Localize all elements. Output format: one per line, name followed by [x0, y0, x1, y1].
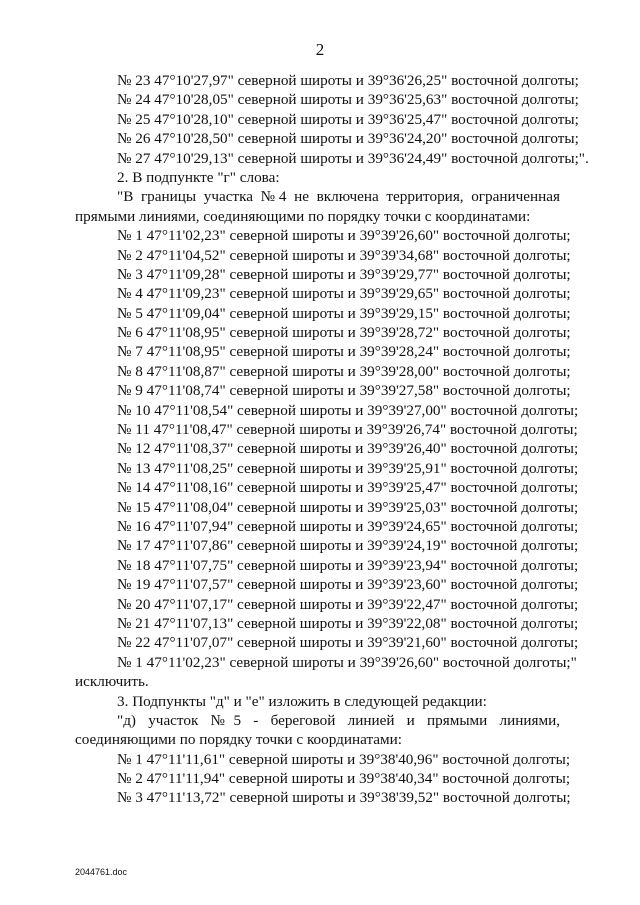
coordinate-line: № 1 47°11'11,61" северной широты и 39°38'40,96" восточной долготы;	[117, 750, 571, 768]
coordinate-line: № 1 47°11'02,23" северной широты и 39°39'26,60" восточной долготы;"	[117, 653, 577, 671]
coordinate-line: № 2 47°11'11,94" северной широты и 39°38'40,34" восточной долготы;	[117, 770, 571, 788]
coordinate-line: № 26 47°10'28,50" северной широты и 39°36'24,20" восточной долготы;	[117, 130, 579, 148]
coordinate-list-section-b	[75, 226, 579, 672]
coordinate-line: № 21 47°11'07,13" северной широты и 39°39'22,08" восточной долготы;	[117, 614, 579, 632]
coordinate-line: № 13 47°11'08,25" северной широты и 39°39'25,91" восточной долготы;	[117, 459, 579, 477]
coordinate-line: № 5 47°11'09,04" северной широты и 39°39'29,15" восточной долготы;	[117, 304, 571, 322]
coordinate-line: № 17 47°11'07,86" северной широты и 39°39'24,19" восточной долготы;	[117, 537, 579, 555]
exclude-text: исключить.	[75, 673, 149, 691]
coordinate-line: № 23 47°10'27,97" северной широты и 39°36'26,25" восточной долготы;	[117, 72, 579, 89]
coordinate-line: № 20 47°11'07,17" северной широты и 39°39'22,47" восточной долготы;	[117, 595, 579, 613]
quote-paragraph-line-2: прямыми линиями, соединяющими по порядку точки с координатами:	[75, 207, 531, 225]
coordinate-line: № 10 47°11'08,54" северной широты и 39°39'27,00" восточной долготы;	[117, 401, 579, 419]
coordinate-list-section-c	[75, 750, 571, 808]
coordinate-line: № 14 47°11'08,16" северной широты и 39°39'25,47" восточной долготы;	[117, 479, 579, 497]
coordinate-line: № 19 47°11'07,57" северной широты и 39°39'23,60" восточной долготы;	[117, 576, 579, 594]
coordinate-line: № 1 47°11'02,23" северной широты и 39°39'26,60" восточной долготы;	[117, 227, 571, 245]
page-number: 2	[315, 40, 325, 59]
coordinate-line: № 3 47°11'13,72" северной широты и 39°38'39,52" восточной долготы;	[117, 789, 571, 807]
item-3-heading: 3. Подпункты "д" и "е" изложить в следующей редакции:	[117, 692, 487, 710]
coordinate-line: № 16 47°11'07,94" северной широты и 39°39'24,65" восточной долготы;	[117, 517, 579, 535]
coordinate-line: № 8 47°11'08,87" северной широты и 39°39'28,00" восточной долготы;	[117, 362, 571, 380]
item-d-line-1: "д) участок №5 - береговой линией и прямыми линиями,	[117, 711, 560, 729]
coordinate-line: № 12 47°11'08,37" северной широты и 39°39'26,40" восточной долготы;	[117, 440, 579, 458]
document-footer-filename: 2044761.doc	[75, 867, 128, 877]
coordinate-line: № 18 47°11'07,75" северной широты и 39°39'23,94" восточной долготы;	[117, 556, 579, 574]
coordinate-line: № 3 47°11'09,28" северной широты и 39°39'29,77" восточной долготы;	[117, 265, 571, 283]
coordinate-line: № 24 47°10'28,05" северной широты и 39°36'25,63" восточной долготы;	[117, 91, 579, 109]
coordinate-line: № 9 47°11'08,74" северной широты и 39°39'27,58" восточной долготы;	[117, 382, 571, 400]
item-2-heading: 2. В подпункте "г" слова:	[117, 168, 280, 186]
coordinate-list-section-a	[75, 71, 589, 168]
coordinate-line: № 15 47°11'08,04" северной широты и 39°39'25,03" восточной долготы;	[117, 498, 579, 516]
coordinate-line: № 4 47°11'09,23" северной широты и 39°39'29,65" восточной долготы;	[117, 285, 571, 303]
coordinate-line: № 2 47°11'04,52" северной широты и 39°39'34,68" восточной долготы;	[117, 246, 571, 264]
coordinate-line: № 7 47°11'08,95" северной широты и 39°39'28,24" восточной долготы;	[117, 343, 571, 361]
quote-paragraph-line-1: "В границы участка №4 не включена территория, ограниченная	[117, 188, 560, 206]
document-body	[75, 71, 589, 808]
coordinate-line: № 22 47°11'07,07" северной широты и 39°39'21,60" восточной долготы;	[117, 634, 579, 652]
coordinate-line: № 6 47°11'08,95" северной широты и 39°39'28,72" восточной долготы;	[117, 324, 571, 342]
coordinate-line: № 25 47°10'28,10" северной широты и 39°36'25,47" восточной долготы;	[117, 110, 579, 128]
coordinate-line: № 27 47°10'29,13" северной широты и 39°36'24,49" восточной долготы;".	[117, 149, 589, 167]
item-d-line-2: соединяющими по порядку точки с координатами:	[75, 731, 402, 749]
coordinate-line: № 11 47°11'08,47" северной широты и 39°39'26,74" восточной долготы;	[117, 421, 578, 439]
